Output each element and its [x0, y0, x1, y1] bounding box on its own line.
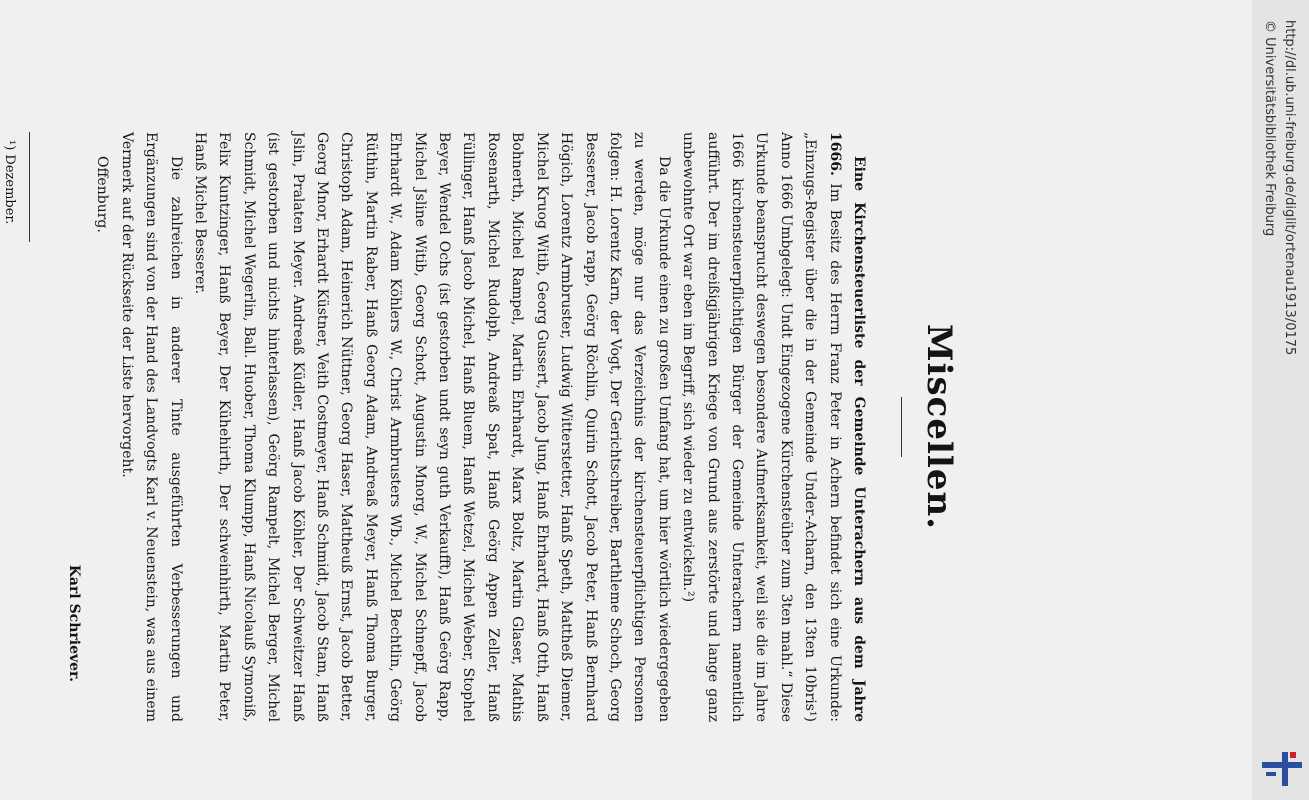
paragraph-2: Da die Urkunde einen zu großen Umfang hat, um hier wörtlich wiedergegeben zu werden, möge nur das Verzeichnis der kirchensteuerpflichtigen Personen folgen: H. Lorentz Karn, der Vogt, Der Gerichtschreiber, Barthleme Schoch, Georg Besserer, Jacob rapp, Geörg Röchlin, Quirin Schott, Jacob Peter, Hanß Bernhard Högich, Lorentz Armbruster, Ludwig Witterstetter, Hanß Speth, Mattheß Diemer, Michel Kruog Witib, Georg Gussert, Jacob Jung, Hanß Ehrhardt, Hanß Otth, Hanß Bohnerth, Michel Rampel, Martin Ehrhardt, Marx Boltz, Martin Glaser, Mathis Rosenarth, Michel Rudolph, Andreaß Spat, Hanß Geörg Appen Zeller, Hanß Füllinger, Hanß Jacob Michel, Hanß Bluem, Hanß Wetzel, Michel Weber, Stophel Beyer, Wendel Ochs (ist gestorben undt seyn guth Verkaufft), Hanß Geörg Rapp, Michel Jsline Witib, Georg Schott, Augustin Mnorg, W., Michel Schnepff, Jacob Ehrhardt W., Adam Köhlers W., Christ Armbrusters Wb., Michel Bechtlin, Geörg Rüthin, Martin Raber, Hanß Georg Adam, Andreaß Meyer, Hanß Thoma Burger, Christoph Adam, Heinerich Nüttner, Georg Haser, Mattheuß Ernst, Jacob Better, Georg Mnor, Erhardt Küstner, Veith Costmeyer, Hanß Schmidt, Jacob Stam, Hanß Jslin, Pralaten Meyer. Andreaß Küdler, Hanß Jacob Köhler, Der Schweitzer Hanß (ist gestorben und nichts hinterlassen), Geörg Rampelt, Michel Berger, Michel Schmidt, Michel Wegerlin, Ball. Huober, Thoma Klumpp, Hanß Nicolauß Symoniß, Felix Kuntzinger, Hanß Beyer, Der Kühehirth, Der schweinhirth, Martin Peter, Hanß Michel Besserer.	[192, 132, 672, 722]
paragraph-1-text: Im Besitz des Herrn Franz Peter in Achern befindet sich eine Urkunde: „Einzugs-Register über die in der Gemeinde Under-Acharn, den 13ten 10bris¹) Anno 1666 Umbgelegt: Undt Eingezogene Kürchensteüher zum 3ten mahl.“ Diese Urkunde beansprucht deswegen besondere Aufmerksamkeit, weil sie die im Jahre 1666 kirchensteuerpflichtigen Bürger der Gemeinde Unterachern namentlich aufführt. Der im dreißigjährigen Kriege von Grund aus zerstörte und lange ganz unbewohnte Ort war eben im Begriff, sich wieder zu entwickeln.²)	[680, 132, 843, 723]
author-signature: Karl Schriever.	[66, 564, 82, 682]
paragraph-3: Die zahlreichen in anderer Tinte ausgeführten Verbesserungen und Ergänzungen sind von der Hand des Landvogts Karl v. Neuenstein, was aus einem Vermerk auf der Rückseite der Liste hervorgeht.	[118, 132, 184, 722]
article-heading: Eine Kirchensteuerliste der Gemeinde Unterachern aus dem Jahre 1666.	[826, 132, 867, 722]
source-url-link[interactable]: http://dl.ub.uni-freiburg.de/diglit/ortenau1913/0175	[1282, 20, 1297, 356]
title-divider	[901, 397, 902, 457]
copyright-text: © Universitätsbibliothek Freiburg	[1262, 20, 1277, 237]
place-line: Offenburg.	[94, 156, 111, 233]
article-body	[2, 132, 959, 723]
page-title: Miscellen.	[919, 323, 959, 531]
footnote-1: ¹) Dezember.	[2, 140, 17, 225]
paragraph-1	[676, 132, 871, 722]
source-sidebar	[1252, 0, 1309, 800]
footnote-divider	[29, 132, 30, 242]
sidebar-rotated	[1252, 0, 1309, 800]
library-logo-icon	[1262, 748, 1302, 788]
